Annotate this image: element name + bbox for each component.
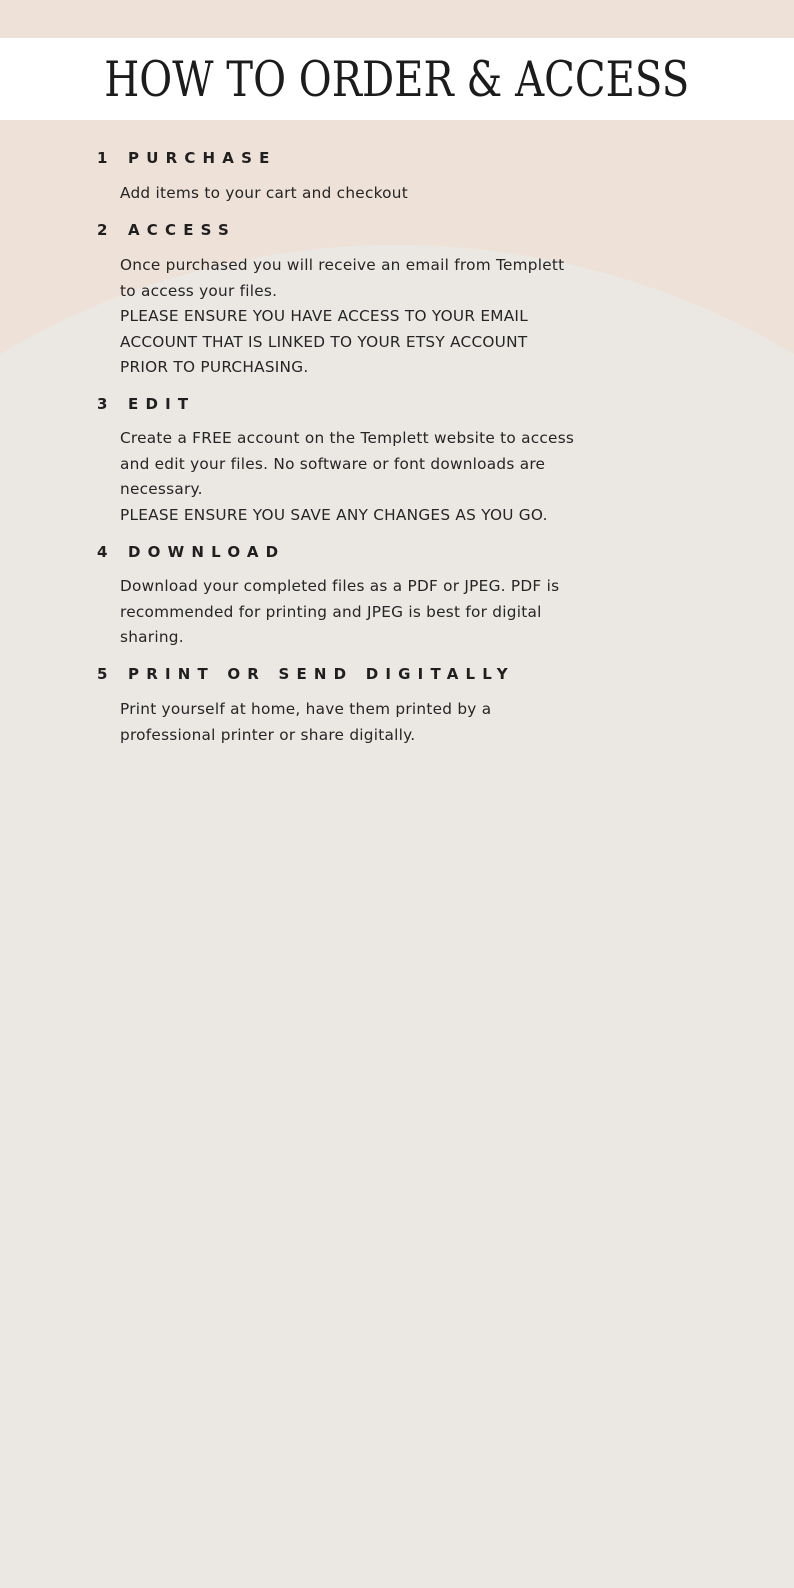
step-body-line: PLEASE ENSURE YOU SAVE ANY CHANGES AS YOU GO.	[120, 505, 548, 524]
step-label: PRINT OR SEND DIGITALLY	[128, 665, 515, 683]
step-body-line: professional printer or share digitally.	[120, 725, 416, 744]
step-body-line: PLEASE ENSURE YOU HAVE ACCESS TO YOUR EMAIL	[120, 307, 528, 326]
step-heading	[97, 395, 195, 413]
step-body-line: PRIOR TO PURCHASING.	[120, 358, 309, 377]
step-label: PURCHASE	[128, 149, 277, 167]
step-body-line: and edit your files. No software or font downloads are	[120, 454, 546, 473]
step-body-line: recommended for printing and JPEG is best for digital	[120, 602, 542, 621]
step-body-line: to access your files.	[120, 281, 278, 300]
step-body	[120, 181, 780, 207]
step-number: 4	[97, 543, 108, 561]
step-body-line: Add items to your cart and checkout	[120, 184, 408, 202]
step-number: 2	[97, 221, 108, 239]
step-body-line: Download your completed files as a PDF or JPEG. PDF is	[120, 577, 560, 595]
page-title: HOW TO ORDER & ACCESS	[104, 50, 690, 108]
step-number: 1	[97, 149, 108, 167]
step-label: EDIT	[128, 395, 196, 413]
step-heading	[97, 221, 236, 239]
step-number: 5	[97, 665, 108, 683]
step-body-line: Create a FREE account on the Templett website to access	[120, 429, 575, 447]
step-number: 3	[97, 395, 108, 413]
step-heading	[97, 665, 515, 683]
step-body	[120, 697, 780, 748]
step-body-line: necessary.	[120, 480, 203, 499]
step-label: DOWNLOAD	[128, 543, 286, 561]
step-body-line: Once purchased you will receive an email from Templett	[120, 256, 565, 274]
step-body-line: ACCOUNT THAT IS LINKED TO YOUR ETSY ACCOUNT	[120, 332, 528, 351]
step-heading	[97, 149, 277, 167]
step-body-line: Print yourself at home, have them printed by a	[120, 700, 492, 718]
step-body	[120, 574, 780, 651]
step-label: ACCESS	[128, 221, 237, 239]
step-heading	[97, 543, 285, 561]
step-body-line: sharing.	[120, 628, 184, 647]
step-body	[120, 253, 780, 381]
step-body	[120, 426, 780, 528]
